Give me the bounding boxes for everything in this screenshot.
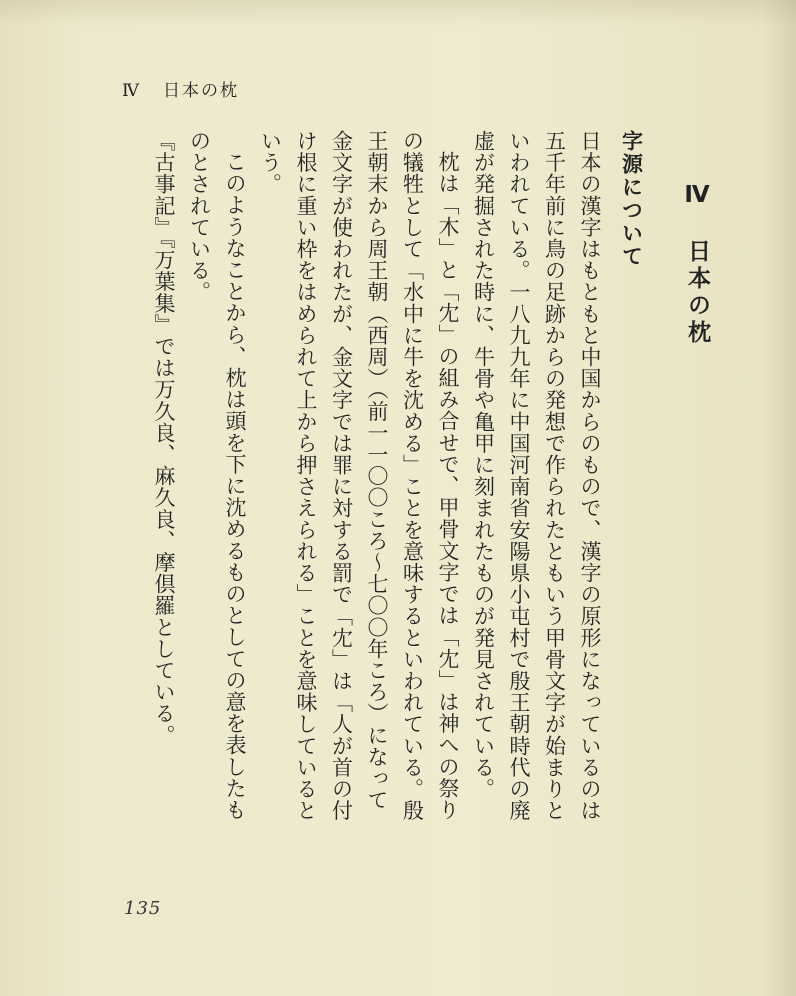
paragraph-2: 枕は「木」と「冘」の組み合せで、甲骨文字では「冘」は神への祭りの犠牲として「水中に牛を沈める」ことを意味するといわれている。殷王朝末から周王朝（西周）（前一一〇〇ころ～七〇〇年ころ）になって金文字が使われたが、金文字では罪に対する罰で「冘」は「人が首の付け根に重い枠をはめられて上から押さえられる」ことを意味しているという。 xyxy=(258,130,460,822)
page-number: 135 xyxy=(124,898,162,919)
page-top-shading xyxy=(0,0,796,26)
page-gutter-shading xyxy=(762,0,796,996)
running-head-numeral: Ⅳ xyxy=(122,81,141,101)
vertical-text-body xyxy=(130,130,714,830)
running-head xyxy=(122,76,239,101)
paragraph-4: 『古事記』『万葉集』では万久良、麻久良、摩倶羅としている。 xyxy=(152,130,176,746)
section-title: 字源について xyxy=(619,130,644,268)
running-head-title: 日本の枕 xyxy=(162,81,239,101)
paragraph-3: このようなことから、枕は頭を下に沈めるものとしての意を表したものとされている。 xyxy=(187,130,247,821)
chapter-title: Ⅳ 日本の枕 xyxy=(684,182,710,347)
paragraph-1: 日本の漢字はもともと中国からのもので、漢字の原形になっているのは五千年前に鳥の足跡からの発想で作られたともいう甲骨文字が始まりといわれている。一八九九年に中国河南省安陽県小屯村で殷王朝時代の廃虚が発掘された時に、牛骨や亀甲に刻まれたものが発見されている。 xyxy=(471,130,602,822)
